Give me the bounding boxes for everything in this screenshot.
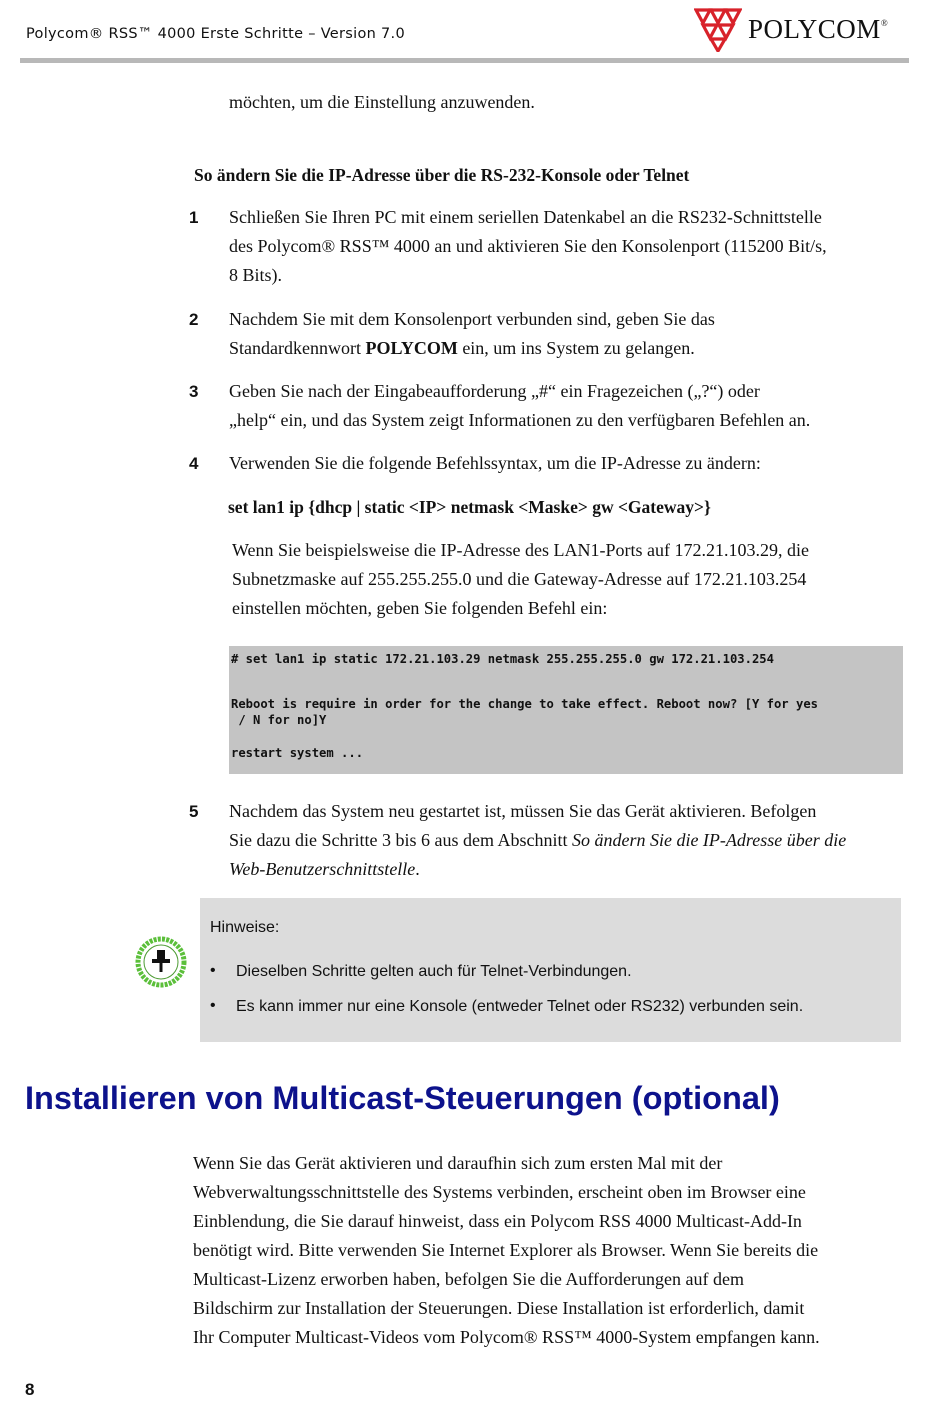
header-divider	[20, 58, 909, 63]
note-item: Dieselben Schritte gelten auch für Telnet-Verbindungen.	[236, 963, 632, 980]
pushpin-icon	[133, 934, 189, 995]
console-line: / N for no]Y	[231, 713, 327, 727]
section-paragraph-line: Bildschirm zur Installation der Steuerungen. Diese Installation ist erforderlich, damit	[193, 1298, 805, 1318]
step-1-line-3: 8 Bits).	[229, 265, 283, 285]
bullet-icon: •	[210, 997, 216, 1014]
example-line-2: Subnetzmaske auf 255.255.255.0 und die Gateway-Adresse auf 172.21.103.254	[232, 569, 807, 589]
command-syntax: set lan1 ip {dhcp | static <IP> netmask <Maske> gw <Gateway>}	[228, 497, 711, 517]
step-1-line-1: Schließen Sie Ihren PC mit einem seriellen Datenkabel an die RS232-Schnittstelle	[229, 207, 822, 227]
section-reference: So ändern Sie die IP-Adresse über die	[571, 830, 847, 850]
procedure-title: So ändern Sie die IP-Adresse über die RS-232-Konsole oder Telnet	[194, 165, 690, 185]
step-3-line-1: Geben Sie nach der Eingabeaufforderung „#“ ein Fragezeichen („?“) oder	[229, 381, 760, 401]
step-2-line-2: Standardkennwort POLYCOM ein, um ins System zu gelangen.	[229, 338, 695, 358]
section-paragraph-line: benötigt wird. Bitte verwenden Sie Internet Explorer als Browser. Wenn Sie bereits die	[193, 1240, 819, 1260]
section-paragraph-line: Ihr Computer Multicast-Videos vom Polycom® RSS™ 4000-System empfangen kann.	[193, 1327, 820, 1347]
step-5-line-2: Sie dazu die Schritte 3 bis 6 aus dem Abschnitt So ändern Sie die IP-Adresse über die	[229, 830, 847, 850]
section-paragraph-line: Einblendung, die Sie darauf hinweist, dass ein Polycom RSS 4000 Multicast-Add-In	[193, 1211, 802, 1231]
console-line: # set lan1 ip static 172.21.103.29 netmask 255.255.255.0 gw 172.21.103.254	[231, 652, 774, 666]
step-4-line-1: Verwenden Sie die folgende Befehlssyntax, um die IP-Adresse zu ändern:	[229, 453, 761, 473]
console-line: restart system ...	[231, 746, 364, 760]
notes-title: Hinweise:	[210, 919, 280, 936]
step-number: 3	[189, 382, 199, 401]
polycom-triangles-icon	[694, 6, 742, 52]
step-number: 2	[189, 310, 199, 329]
document-header-title: Polycom® RSS™ 4000 Erste Schritte – Version 7.0	[26, 26, 405, 42]
console-output	[229, 646, 903, 774]
step-number: 4	[189, 454, 199, 473]
note-item: Es kann immer nur eine Konsole (entweder Telnet oder RS232) verbunden sein.	[236, 998, 804, 1015]
step-5-line-3: Web-Benutzerschnittstelle.	[229, 859, 420, 879]
bullet-icon: •	[210, 962, 216, 979]
section-paragraph-line: Webverwaltungsschnittstelle des Systems verbinden, erscheint oben im Browser eine	[193, 1182, 806, 1202]
step-1-line-2: des Polycom® RSS™ 4000 an und aktivieren Sie den Konsolenport (115200 Bit/s,	[229, 236, 827, 256]
step-3-line-2: „help“ ein, und das System zeigt Informationen zu den verfügbaren Befehlen an.	[229, 410, 811, 430]
step-number: 5	[189, 802, 199, 821]
section-reference: Web-Benutzerschnittstelle	[229, 859, 416, 879]
step-5-line-1: Nachdem das System neu gestartet ist, müssen Sie das Gerät aktivieren. Befolgen	[229, 801, 817, 821]
polycom-logo-text: POLYCOM®	[748, 13, 889, 44]
step-number: 1	[189, 208, 199, 227]
section-paragraph-line: Wenn Sie das Gerät aktivieren und daraufhin sich zum ersten Mal mit der	[193, 1153, 723, 1173]
step-2-line-1: Nachdem Sie mit dem Konsolenport verbunden sind, geben Sie das	[229, 309, 715, 329]
example-line-1: Wenn Sie beispielsweise die IP-Adresse des LAN1-Ports auf 172.21.103.29, die	[232, 540, 809, 560]
console-line: Reboot is require in order for the change to take effect. Reboot now? [Y for yes	[231, 697, 818, 711]
intro-line: möchten, um die Einstellung anzuwenden.	[229, 92, 535, 112]
section-paragraph-line: Multicast-Lizenz erworben haben, befolgen Sie die Aufforderungen auf dem	[193, 1269, 744, 1289]
password-text: POLYCOM	[365, 338, 458, 358]
section-heading: Installieren von Multicast-Steuerungen (optional)	[25, 1080, 780, 1116]
example-line-3: einstellen möchten, geben Sie folgenden Befehl ein:	[232, 598, 608, 618]
polycom-logo	[694, 6, 888, 52]
page-number: 8	[25, 1380, 35, 1399]
